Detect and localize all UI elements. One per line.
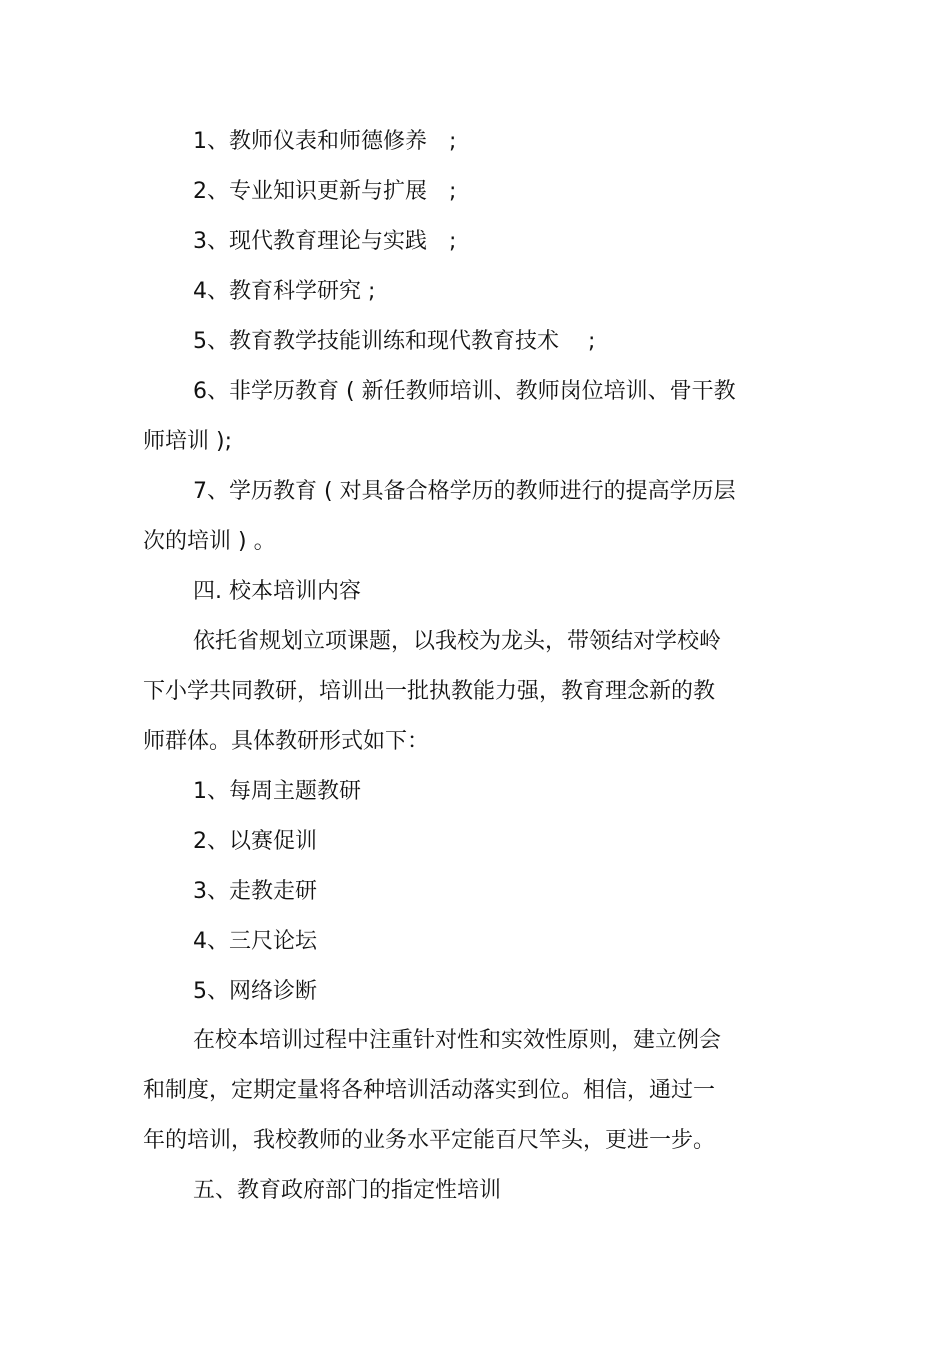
paragraph-line: 在校本培训过程中注重针对性和实效性原则，建立例会 <box>193 1028 722 1053</box>
list-item-7-continued: 次的培训 ) 。 <box>143 529 276 554</box>
list-item-1: 1、教师仪表和师德修养 ; <box>193 129 457 154</box>
form-item-5: 5、网络诊断 <box>193 979 317 1004</box>
paragraph-line: 年的培训，我校教师的业务水平定能百尺竿头，更进一步。 <box>143 1128 716 1153</box>
list-item-2: 2、专业知识更新与扩展 ; <box>193 179 457 204</box>
paragraph-line: 和制度，定期定量将各种培训活动落实到位。相信，通过一 <box>143 1078 716 1103</box>
paragraph-line: 师群体。具体教研形式如下： <box>143 729 430 754</box>
section-heading-4: 四. 校本培训内容 <box>193 579 361 604</box>
paragraph-line: 依托省规划立项课题，以我校为龙头，带领结对学校岭 <box>193 629 722 654</box>
list-item-3: 3、现代教育理论与实践 ; <box>193 229 457 254</box>
form-item-4: 4、三尺论坛 <box>193 929 317 954</box>
list-item-6-continued: 师培训 ); <box>143 429 232 454</box>
list-item-5: 5、教育教学技能训练和现代教育技术 ; <box>193 329 596 354</box>
paragraph-line: 下小学共同教研，培训出一批执教能力强，教育理念新的教 <box>143 679 716 704</box>
list-item-7: 7、学历教育 ( 对具备合格学历的教师进行的提高学历层 <box>193 479 736 504</box>
list-item-6: 6、非学历教育 ( 新任教师培训、教师岗位培训、骨干教 <box>193 379 736 404</box>
form-item-2: 2、以赛促训 <box>193 829 317 854</box>
form-item-3: 3、走教走研 <box>193 879 317 904</box>
section-heading-5: 五、教育政府部门的指定性培训 <box>193 1178 502 1203</box>
list-item-4: 4、教育科学研究 ; <box>193 279 376 304</box>
form-item-1: 1、每周主题教研 <box>193 779 361 804</box>
